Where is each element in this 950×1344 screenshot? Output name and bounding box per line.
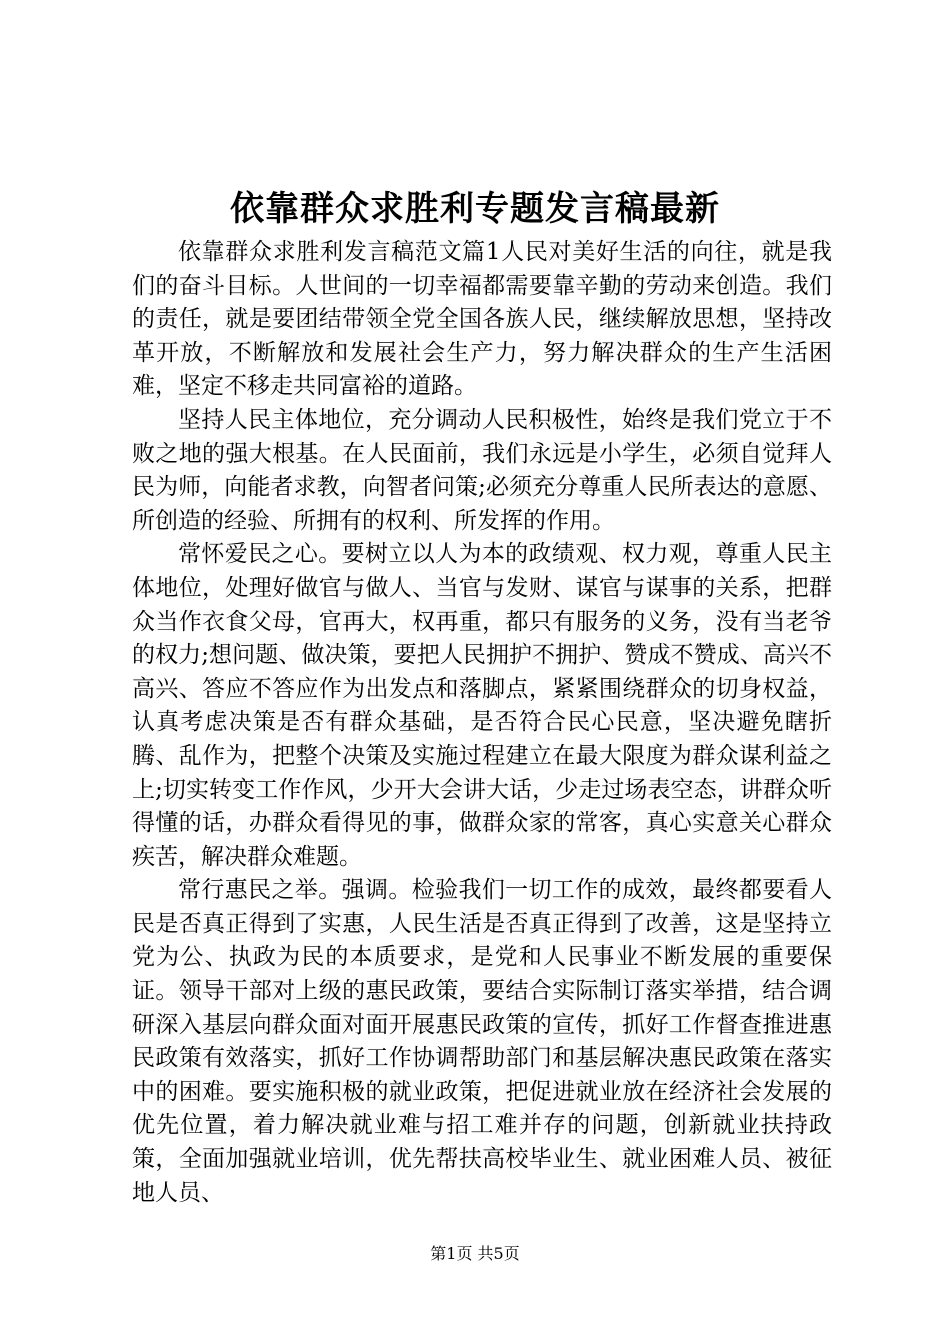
paragraph: 依靠群众求胜利发言稿范文篇1人民对美好生活的向往，就是我们的奋斗目标。人世间的一切幸福都需要靠辛勤的劳动来创造。我们的责任，就是要团结带领全党全国各族人民，继续解放思想，坚持改革开放，不断解放和发展社会生产力，努力解决群众的生产生活困难，坚定不移走共同富裕的道路。 — [132, 239, 832, 400]
paragraph: 常行惠民之举。强调。检验我们一切工作的成效，最终都要看人民是否真正得到了实惠，人民生活是否真正得到了改善，这是坚持立党为公、执政为民的本质要求，是党和人民事业不断发展的重要保证。领导干部对上级的惠民政策，要结合实际制订落实举措，结合调研深入基层向群众面对面开展惠民政策的宣传，抓好工作督查推进惠民政策有效落实，抓好工作协调帮助部门和基层解决惠民政策在落实中的困难。要实施积极的就业政策，把促进就业放在经济社会发展的优先位置，着力解决就业难与招工难并存的问题，创新就业扶持政策，全面加强就业培训，优先帮扶高校毕业生、就业困难人员、被征地人员、 — [132, 877, 832, 1206]
document-body — [132, 236, 832, 1210]
paragraph: 常怀爱民之心。要树立以人为本的政绩观、权力观，尊重人民主体地位，处理好做官与做人、当官与发财、谋官与谋事的关系，把群众当作衣食父母，官再大，权再重，都只有服务的义务，没有当老爷的权力;想问题、做决策，要把人民拥护不拥护、赞成不赞成、高兴不高兴、答应不答应作为出发点和落脚点，紧紧围绕群众的切身权益，认真考虑决策是否有群众基础，是否符合民心民意，坚决避免瞎折腾、乱作为，把整个决策及实施过程建立在最大限度为群众谋利益之上;切实转变工作作风，少开大会讲大话，少走过场表空态，讲群众听得懂的话，办群众看得见的事，做群众家的常客，真心实意关心群众疾苦，解决群众难题。 — [132, 541, 832, 870]
page-number-footer: 第1页 共5页 — [430, 1244, 520, 1263]
document-title: 依靠群众求胜利专题发言稿最新 — [230, 189, 720, 229]
paragraph: 坚持人民主体地位，充分调动人民积极性，始终是我们党立于不败之地的强大根基。在人民面前，我们永远是小学生，必须自觉拜人民为师，向能者求教，向智者问策;必须充分尊重人民所表达的意愿、所创造的经验、所拥有的权利、所发挥的作用。 — [132, 406, 832, 534]
